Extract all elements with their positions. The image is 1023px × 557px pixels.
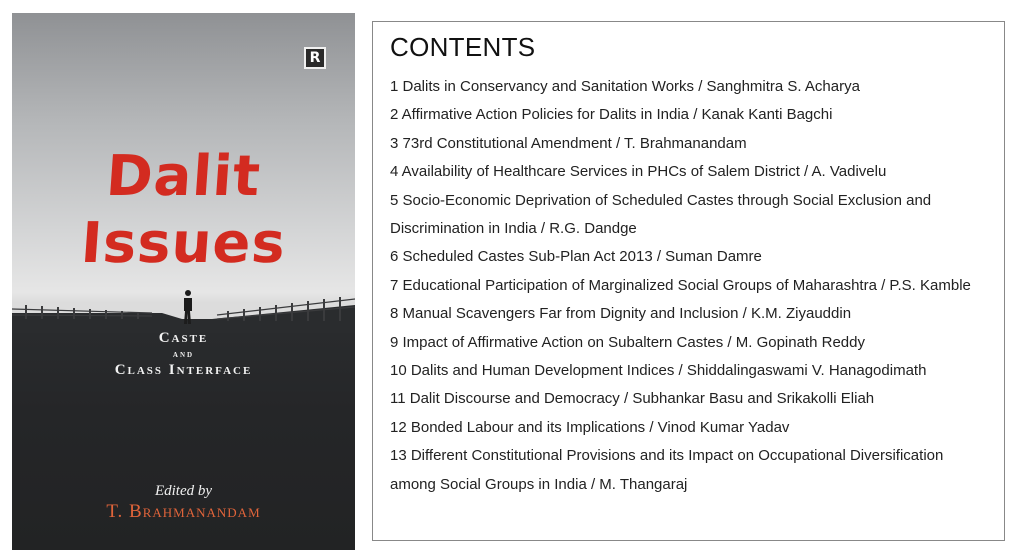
contents-item: 10 Dalits and Human Development Indices / Shiddalingaswami V. Hanagodimath <box>390 362 927 380</box>
contents-item: 8 Manual Scavengers Far from Dignity and Inclusion / K.M. Ziyauddin <box>390 305 852 323</box>
contents-heading: CONTENTS <box>390 32 536 62</box>
cover-subtitle-line-3: Class Interface <box>114 362 253 378</box>
contents-list <box>390 73 1004 499</box>
edited-by-label: Edited by <box>154 483 213 499</box>
editor-name: T. Brahmanandam <box>106 501 261 522</box>
contents-item: 11 Dalit Discourse and Democracy / Subhankar Basu and Srikakolli Eliah <box>390 390 875 408</box>
contents-item: 3 73rd Constitutional Amendment / T. Brahmanandam <box>390 134 747 152</box>
walking-person-figure <box>182 289 194 325</box>
cover-subtitle-line-1: Caste <box>158 330 209 346</box>
contents-item: 13 Different Constitutional Provisions and its Impact on Occupational Diversification among Social Groups in India / M. Thangaraj <box>390 447 944 493</box>
contents-item: 6 Scheduled Castes Sub-Plan Act 2013 / Suman Damre <box>390 248 762 266</box>
cover-title-line-1: Dalit <box>104 144 264 209</box>
contents-item: 5 Socio-Economic Deprivation of Scheduled Castes through Social Exclusion and Discrimination in India / R.G. Dandge <box>390 191 932 238</box>
contents-item: 1 Dalits in Conservancy and Sanitation Works / Sanghmitra S. Acharya <box>390 78 860 95</box>
contents-item: 9 Impact of Affirmative Action on Subaltern Castes / M. Gopinath Reddy <box>390 333 865 351</box>
cover-subtitle-line-2: and <box>172 349 195 360</box>
book-cover <box>12 13 355 550</box>
contents-item: 7 Educational Participation of Marginalized Social Groups of Maharashtra / P.S. Kamble <box>390 276 971 294</box>
contents-item: 12 Bonded Labour and its Implications / Vinod Kumar Yadav <box>390 418 790 436</box>
publisher-logo-icon: R <box>304 47 326 69</box>
contents-panel <box>372 21 1005 541</box>
contents-item: 4 Availability of Healthcare Services in PHCs of Salem District / A. Vadivelu <box>390 163 887 181</box>
cover-title-line-2: Issues <box>78 211 289 276</box>
contents-item: 2 Affirmative Action Policies for Dalits in India / Kanak Kanti Bagchi <box>390 106 833 124</box>
